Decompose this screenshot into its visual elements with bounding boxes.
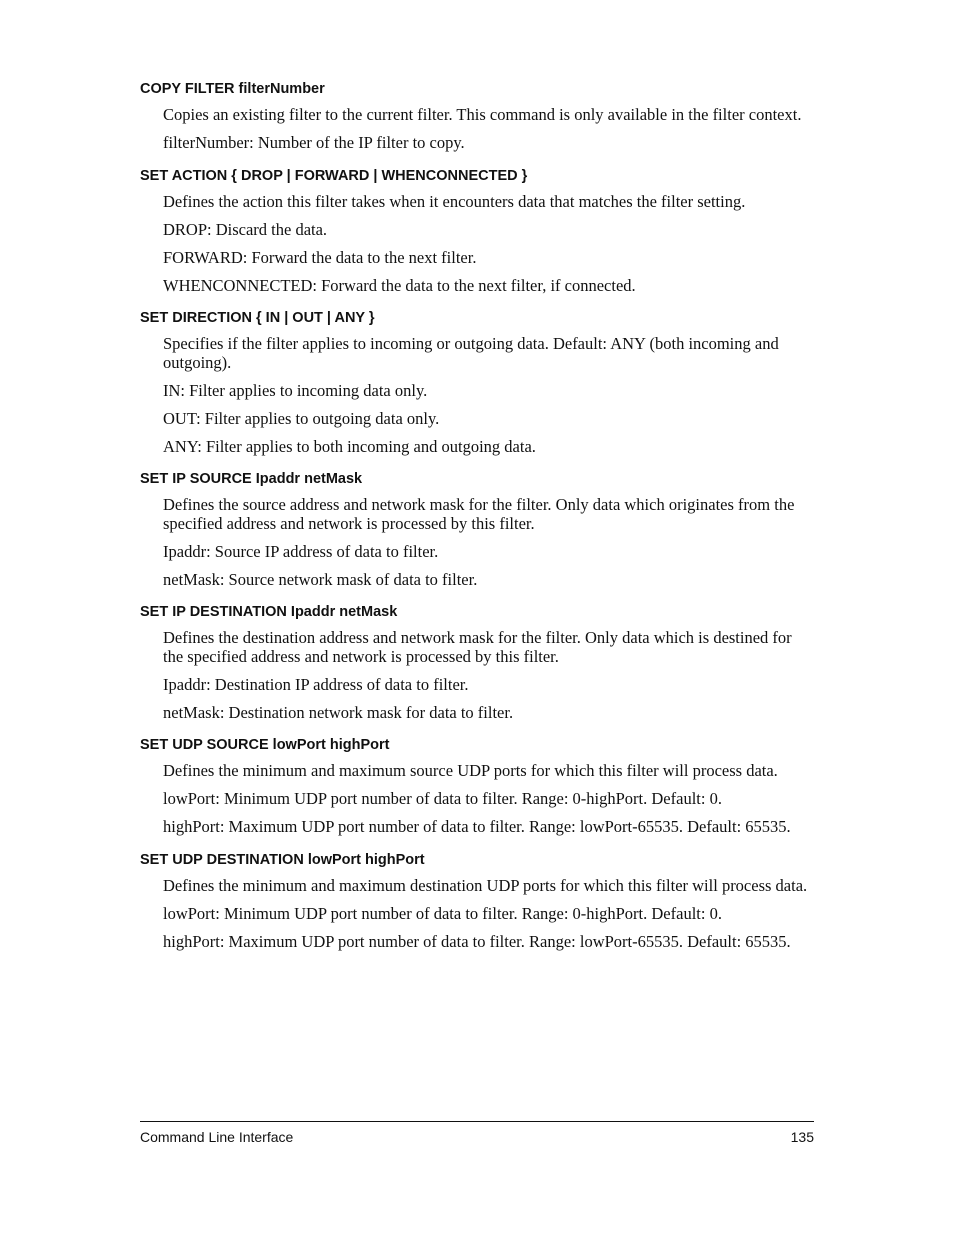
section-set-action (140, 167, 814, 296)
paragraph: FORWARD: Forward the data to the next filter. (163, 247, 477, 267)
section-set-udp-destination (140, 851, 814, 952)
paragraph: netMask: Source network mask of data to filter. (163, 569, 478, 589)
paragraph: Copies an existing filter to the current filter. This command is only available in the filter context. (163, 105, 802, 124)
paragraph: highPort: Maximum UDP port number of data to filter. Range: lowPort-65535. Default: 65535. (163, 931, 791, 951)
section-set-direction (140, 309, 814, 456)
paragraph: lowPort: Minimum UDP port number of data to filter. Range: 0-highPort. Default: 0. (163, 789, 722, 808)
paragraph: Defines the action this filter takes when it encounters data that matches the filter setting. (163, 191, 746, 211)
paragraph: netMask: Destination network mask for data to filter. (163, 702, 514, 722)
section-heading: SET UDP SOURCE lowPort highPort (140, 737, 390, 753)
page-number: 135 (790, 1129, 814, 1145)
paragraph: OUT: Filter applies to outgoing data only. (163, 408, 440, 428)
section-heading: SET DIRECTION { IN | OUT | ANY } (140, 310, 375, 326)
footer-chapter-title: Command Line Interface (140, 1129, 294, 1145)
page-footer (140, 1121, 814, 1145)
paragraph: Defines the source address and network mask for the filter. Only data which originates from the specified address and network is processed by this filter. (163, 495, 795, 533)
paragraph: WHENCONNECTED: Forward the data to the next filter, if connected. (163, 275, 636, 295)
paragraph: lowPort: Minimum UDP port number of data to filter. Range: 0-highPort. Default: 0. (163, 903, 722, 923)
paragraph: highPort: Maximum UDP port number of data to filter. Range: lowPort-65535. Default: 65535. (163, 817, 791, 836)
paragraph: Defines the minimum and maximum destination UDP ports for which this filter will process data. (163, 875, 808, 895)
paragraph: IN: Filter applies to incoming data only. (163, 380, 428, 400)
paragraph: Specifies if the filter applies to incoming or outgoing data. Default: ANY (both incoming and outgoing). (163, 334, 779, 372)
section-set-udp-source (140, 736, 814, 837)
paragraph: ANY: Filter applies to both incoming and outgoing data. (163, 436, 536, 456)
section-set-ip-destination (140, 603, 814, 722)
section-set-ip-source (140, 470, 814, 589)
paragraph: DROP: Discard the data. (163, 219, 328, 239)
section-heading: SET UDP DESTINATION lowPort highPort (140, 851, 425, 868)
paragraph: Ipaddr: Destination IP address of data to filter. (163, 674, 469, 694)
section-heading: SET IP SOURCE Ipaddr netMask (140, 471, 363, 487)
section-heading: SET ACTION { DROP | FORWARD | WHENCONNECTED } (140, 167, 528, 184)
paragraph: filterNumber: Number of the IP filter to copy. (163, 133, 465, 152)
document-body (140, 80, 814, 965)
paragraph: Defines the destination address and network mask for the filter. Only data which is destined for the specified address and network is processed by this filter. (163, 628, 792, 666)
paragraph: Defines the minimum and maximum source UDP ports for which this filter will process data. (163, 761, 778, 780)
section-heading: COPY FILTER filterNumber (140, 81, 325, 97)
section-copy-filter (140, 80, 814, 153)
section-heading: SET IP DESTINATION Ipaddr netMask (140, 604, 398, 620)
paragraph: Ipaddr: Source IP address of data to filter. (163, 541, 439, 561)
